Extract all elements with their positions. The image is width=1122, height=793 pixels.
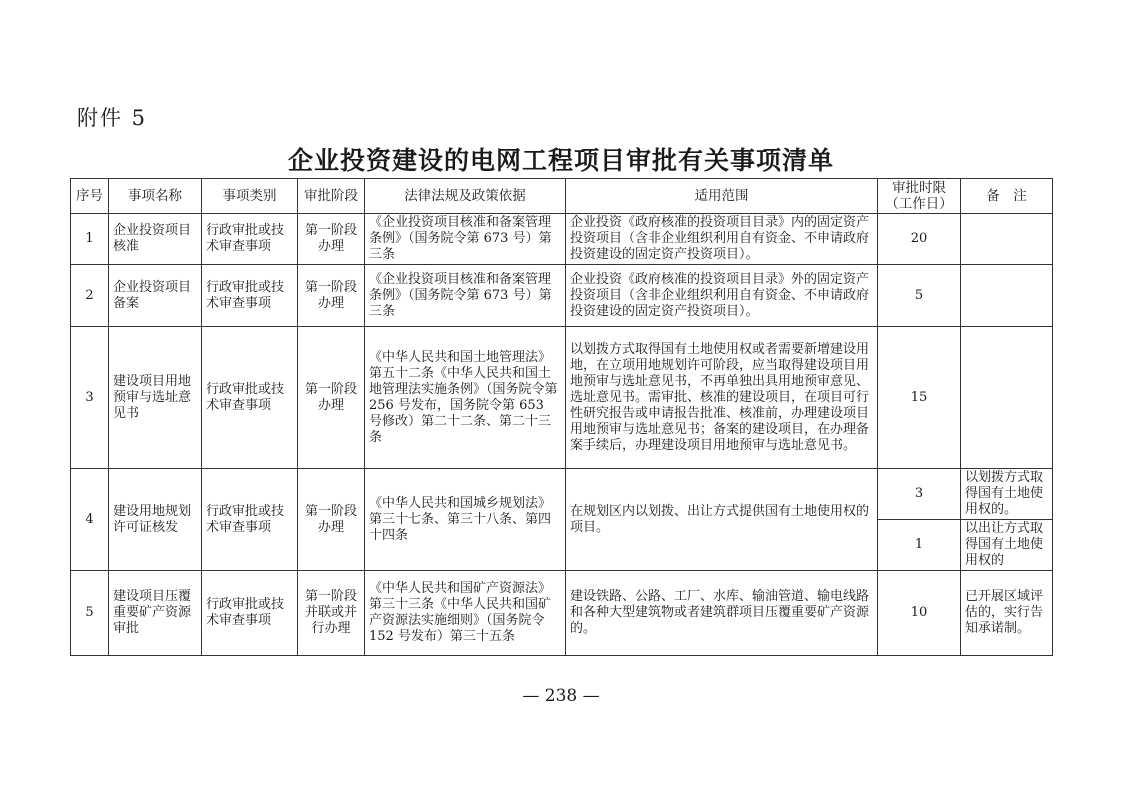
row-scope: 建设铁路、公路、工厂、水库、输油管道、输电线路和各种大型建筑物或者建筑群项目压覆重要矿产资源的。: [566, 571, 878, 656]
table-header-row: [71, 179, 1053, 214]
table-row: [71, 469, 1053, 520]
row-category: 行政审批或技术审查事项: [202, 469, 298, 571]
row-scope: 在规划区内以划拨、出让方式提供国有土地使用权的项目。: [566, 469, 878, 571]
header-category: 事项类别: [202, 179, 298, 214]
row-remark: 以出让方式取得国有土地使用权的: [961, 520, 1053, 571]
row-category: 行政审批或技术审查事项: [202, 265, 298, 327]
row-name: 企业投资项目备案: [109, 265, 202, 327]
row-stage: 第一阶段办理: [298, 469, 365, 571]
row-stage: 第一阶段并联或并行办理: [298, 571, 365, 656]
table-row: [71, 265, 1053, 327]
row-seq: 5: [71, 571, 109, 656]
header-seq: 序号: [71, 179, 109, 214]
row-law: 《企业投资项目核准和备案管理条例》（国务院令第 673 号）第三条: [365, 265, 566, 327]
row-limit: 15: [878, 327, 961, 469]
row-limit: 1: [878, 520, 961, 571]
row-category: 行政审批或技术审查事项: [202, 571, 298, 656]
table-row: [71, 214, 1053, 265]
row-name: 建设用地规划许可证核发: [109, 469, 202, 571]
row-stage: 第一阶段办理: [298, 265, 365, 327]
approval-items-table: [70, 178, 1053, 656]
row-remark: [961, 265, 1053, 327]
row-remark: 以划拨方式取得国有土地使用权的。: [961, 469, 1053, 520]
header-remark: 备 注: [961, 179, 1053, 214]
row-stage: 第一阶段办理: [298, 327, 365, 469]
row-law: 《中华人民共和国土地管理法》第五十二条《中华人民共和国土地管理法实施条例》（国务院令第 256 号发布，国务院令第 653 号修改）第二十二条、第二十三条: [365, 327, 566, 469]
row-scope: 企业投资《政府核准的投资项目目录》外的固定资产投资项目（含非企业组织利用自有资金、不申请政府投资建设的固定资产投资项目）。: [566, 265, 878, 327]
page-number: — 238 —: [522, 686, 600, 706]
row-remark: [961, 327, 1053, 469]
row-limit: 3: [878, 469, 961, 520]
row-name: 建设项目压覆重要矿产资源审批: [109, 571, 202, 656]
page-title: 企业投资建设的电网工程项目审批有关事项清单: [287, 146, 834, 175]
row-stage: 第一阶段办理: [298, 214, 365, 265]
row-category: 行政审批或技术审查事项: [202, 327, 298, 469]
attachment-label: 附件 5: [77, 106, 148, 130]
row-law: 《中华人民共和国矿产资源法》第三十三条《中华人民共和国矿产资源法实施细则》（国务院令 152 号发布）第三十五条: [365, 571, 566, 656]
row-seq: 3: [71, 327, 109, 469]
row-category: 行政审批或技术审查事项: [202, 214, 298, 265]
row-name: 建设项目用地预审与选址意见书: [109, 327, 202, 469]
row-limit: 20: [878, 214, 961, 265]
row-name: 企业投资项目核准: [109, 214, 202, 265]
row-limit: 10: [878, 571, 961, 656]
row-remark: 已开展区域评估的，实行告知承诺制。: [961, 571, 1053, 656]
header-name: 事项名称: [109, 179, 202, 214]
row-seq: 2: [71, 265, 109, 327]
header-law: 法律法规及政策依据: [365, 179, 566, 214]
table-row: [71, 327, 1053, 469]
row-seq: 1: [71, 214, 109, 265]
header-scope: 适用范围: [566, 179, 878, 214]
header-limit: 审批时限（工作日）: [878, 179, 961, 214]
row-law: 《中华人民共和国城乡规划法》第三十七条、第三十八条、第四十四条: [365, 469, 566, 571]
row-law: 《企业投资项目核准和备案管理条例》（国务院令第 673 号）第三条: [365, 214, 566, 265]
row-scope: 以划拨方式取得国有土地使用权或者需要新增建设用地，在立项用地规划许可阶段，应当取得建设项目用地预审与选址意见书，不再单独出具用地预审意见、选址意见书。需审批、核准的建设项目，在项目可行性研究报告或申请报告批准、核准前，办理建设项目用地预审与选址意见书；备案的建设项目，在办理备案手续后，办理建设项目用地预审与选址意见书。: [566, 327, 878, 469]
row-scope: 企业投资《政府核准的投资项目目录》内的固定资产投资项目（含非企业组织利用自有资金、不申请政府投资建设的固定资产投资项目）。: [566, 214, 878, 265]
row-limit: 5: [878, 265, 961, 327]
header-stage: 审批阶段: [298, 179, 365, 214]
table-row: [71, 571, 1053, 656]
row-remark: [961, 214, 1053, 265]
row-seq: 4: [71, 469, 109, 571]
